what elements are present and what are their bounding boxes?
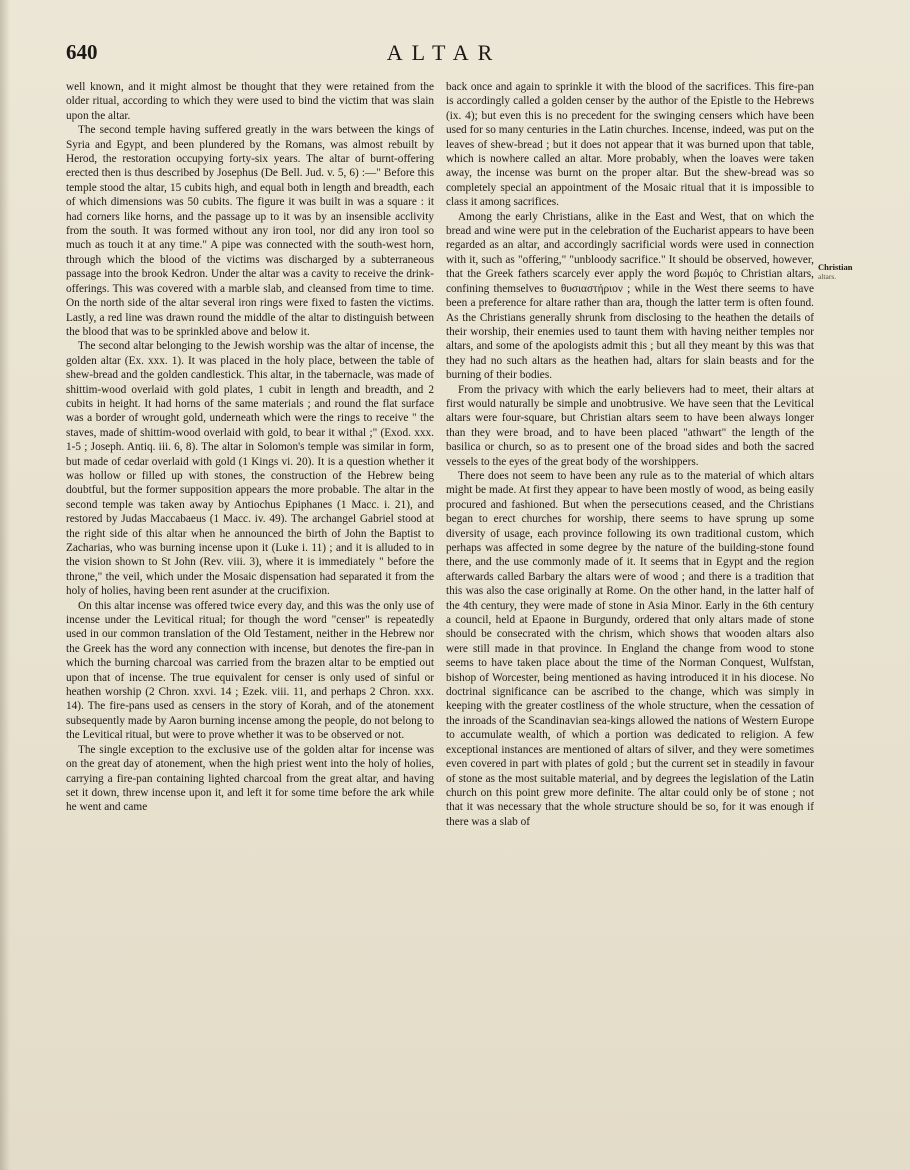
running-head bbox=[66, 40, 822, 70]
margin-note-line: Christian bbox=[818, 262, 853, 272]
paragraph: Among the early Christians, alike in the East and West, that on which the bread and wine were put in the celebration of the Eucharist appears to have been regarded as an altar, and accordingly sacrificial words were used in connection with it, such as "offering," "unbloody sacrifice." It should be observed, however, that the Greek fathers scarcely ever apply the word βωμός to Christian altars, confining themselves to θυσιαστήριον ; while in the West there seems to have been a preference for altare rather than ara, though the latter term is often found. As the Christians generally shrunk from disclosing to the heathen the details of their worship, their enemies used to taunt them with having neither temples nor altars, and some of the apologists admit this ; but all they meant by this was that they had no such altars as the heathen had, altars for slain beasts and for the burning of their bodies. bbox=[446, 210, 814, 382]
margin-note-line: altars. bbox=[818, 272, 837, 281]
paragraph: The single exception to the exclusive use of the golden altar for incense was on the great day of atonement, when the high priest went into the holy of holies, carrying a fire-pan containing lighted charcoal from the great altar, and having set it down, threw incense upon it, and left it for some time before the ark while he went and came bbox=[66, 743, 434, 814]
paragraph: From the privacy with which the early believers had to meet, their altars at first would naturally be simple and unobtrusive. We have seen that the Levitical altars were four-square, but Christian altars seem to have been always longer than they were broad, and to have been placed "athwart" the length of the basilica or church, so as to present one of the broad sides and both the sacred vessels to the eyes of the great body of the worshippers. bbox=[446, 383, 814, 468]
paragraph: The second temple having suffered greatly in the wars between the kings of Syria and Egypt, and been plundered by the Romans, was almost rebuilt by Herod, the restoration occupying forty-six years. The altar of burnt-offering erected then is thus described by Josephus (De Bell. Jud. v. 5, 6) :—" Before this temple stood the altar, 15 cubits high, and equal both in length and breadth, each of which dimensions was 50 cubits. The figure it was built in was a square : it had corners like horns, and the passage up to it was by an insensible acclivity from the south. It was formed without any iron tool, nor did any iron tool so much as touch it at any time." A pipe was connected with the south-west horn, through which the blood of the victims was discharged by a subterraneous passage into the brook Kedron. Under the altar was a cavity to receive the drink-offerings. This was covered with a marble slab, and cleansed from time to time. On the north side of the altar several iron rings were fixed to fasten the victims. Lastly, a red line was drawn round the middle of the altar to distinguish between the blood that was to be sprinkled above and below it. bbox=[66, 124, 434, 338]
paragraph: There does not seem to have been any rule as to the material of which altars might be made. At first they appear to have been mostly of wood, as being easily procured and fashioned. But when the persecutions ceased, and the Christians began to erect churches for worship, there seems to have sprung up some diversity of usage, each province following its own traditional custom, which perhaps was affected in some degree by the nature of the building-stone found there, and the use commonly made of it. It seems that in Egypt and the region afterwards called Barbary the altars were of wood ; and there is a tradition that this was also the case originally at Rome. On the other hand, in the latter half of the 4th century, they were made of stone in Asia Minor. Early in the 6th century a council, held at Epaone in Burgundy, ordered that only altars made of stone should be consecrated with the chrism, which shows that wooden altars also were still made in that province. In England the change from wood to stone seems to have taken place about the time of the Norman Conquest, Wulfstan, bishop of Worcester, being mentioned as having introduced it in his diocese. No doctrinal significance can be ascribed to the change, which was simply in keeping with the greater costliness of the whole structure, when the cessation of the inroads of the Scandinavian sea-kings allowed the nations of Western Europe to accumulate wealth, of which a portion was dedicated to religion. A few exceptional instances are mentioned of altars of silver, and they were sometimes even covered in part with plates of gold ; but the current set in steadily in favour of stone as the most suitable material, and by degrees the legislation of the Latin church on this point grew more definite. The altar could only be of stone ; not that it was necessary that the whole structure should be so, for it was enough if there was a slab of bbox=[446, 469, 814, 828]
margin-note bbox=[818, 262, 878, 282]
paragraph: On this altar incense was offered twice every day, and this was the only use of incense under the Levitical ritual; for though the word "censer" is repeatedly used in our common translation of the Old Testament, neither in the Hebrew nor the Greek has the word any connection with incense, but denotes the fire-pan in which the burning charcoal was carried from the brazen altar to be emptied out upon that of incense. The true equivalent for censer is only used of sinful or heathen worship (2 Chron. xxvi. 14 ; Ezek. viii. 11, and perhaps 2 Chron. xxx. 14). The fire-pans used as censers in the story of Korah, and of the atonement subsequently made by Aaron burning incense among the people, do not belong to the Levitical ritual, but were to prove whether it was to be observed or not. bbox=[66, 599, 434, 742]
right-column bbox=[446, 80, 814, 1155]
paragraph: The second altar belonging to the Jewish worship was the altar of incense, the golden altar (Ex. xxx. 1). It was placed in the holy place, between the table of shew-bread and the golden candlestick. This altar, in the tabernacle, was made of shittim-wood overlaid with gold plates, 1 cubit in length and breadth, and 2 cubits in height. It had horns of the same materials ; and round the flat surface was a border of wrought gold, underneath which were the rings to receive " the staves, made of shittim-wood overlaid with gold, to bear it withal ;" (Exod. xxx. 1-5 ; Joseph. Antiq. iii. 6, 8). The altar in Solomon's temple was similar in form, but made of cedar overlaid with gold (1 Kings vi. 20). It is a question whether it was hollow or filled up with stones, the construction of the Hebrew being doubtful, but the former supposition appears the more probable. The altar in the second temple was taken away by Antiochus Epiphanes (1 Macc. i. 21), and restored by Judas Maccabaeus (1 Macc. iv. 49). The archangel Gabriel stood at the right side of this altar when he announced the birth of John the Baptist to Zacharias, who was burning incense upon it (Luke i. 11) ; and it is alluded to in the vision shown to St John (Rev. viii. 3), where it is immediately " before the throne," the veil, which under the Mosaic dispensation had separated it from the holy of holies, having been rent asunder at the crucifixion. bbox=[66, 340, 434, 598]
binding-shadow bbox=[0, 0, 10, 1170]
paragraph: well known, and it might almost be thought that they were retained from the older ritual, according to which they were used to bind the victim that was slain upon the altar. bbox=[66, 81, 434, 122]
page-number: 640 bbox=[66, 40, 98, 64]
running-title: ALTAR bbox=[386, 40, 502, 65]
left-column bbox=[66, 80, 434, 1155]
paragraph: back once and again to sprinkle it with the blood of the sacrifices. This fire-pan is accordingly called a golden censer by the author of the Epistle to the Hebrews (ix. 4); but even this is no precedent for the swinging censers which have been used for so many centuries in the Latin churches. Incense, indeed, was put on the leaves of shew-bread ; but it does not appear that it was burned upon that table, which is nowhere called an altar. More probably, when the loaves were taken away, the incense was burnt on the proper altar. But the shew-bread was so completely special an appointment of the Mosaic ritual that it is impossible to class it among sacrifices. bbox=[446, 81, 814, 209]
